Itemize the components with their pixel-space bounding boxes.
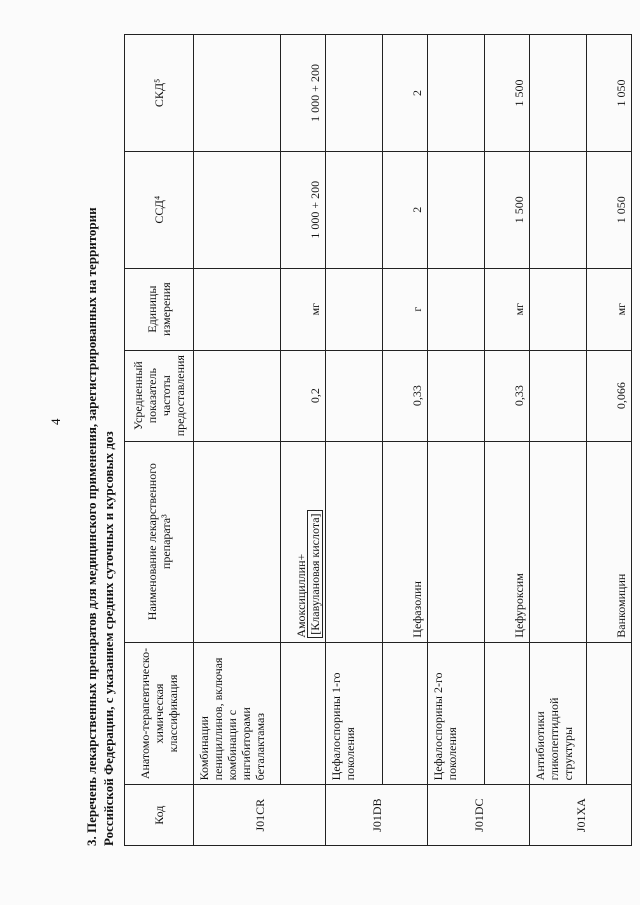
heading-line-1: 3. Перечень лекарственных препаратов для медицинского применения, зарегистрированных на территории <box>84 207 99 846</box>
ratio-cell: 0,2 <box>281 350 326 441</box>
drug-cell: Ванкомицин <box>587 441 632 642</box>
code-cell: J01DB <box>326 785 428 846</box>
drug-cell <box>281 441 326 642</box>
page-number: 4 <box>48 418 63 425</box>
ssd-cell: 1 000 + 200 <box>281 151 326 268</box>
skd-cell <box>326 35 383 152</box>
unit-cell: мг <box>587 268 632 350</box>
classification-cell: Комбинации пенициллинов, включая комбинации с ингибиторами беталактамаз <box>194 642 281 785</box>
skd-cell: 1 000 + 200 <box>281 35 326 152</box>
ratio-cell <box>428 350 485 441</box>
unit-cell: г <box>383 268 428 350</box>
drug-cell: Цефуроксим <box>485 441 530 642</box>
column-header-drug: Наименование лекарственного препарата³ <box>125 441 194 642</box>
classification-cell <box>587 642 632 785</box>
code-cell: J01XA <box>530 785 632 846</box>
unit-cell <box>194 268 281 350</box>
heading-line-2: Российской Федерации, с указанием средних суточных и курсовых доз <box>101 431 116 846</box>
ratio-cell <box>530 350 587 441</box>
table-row <box>194 35 281 846</box>
drug-cell <box>428 441 485 642</box>
table-row <box>428 35 485 846</box>
column-header-skd: СКД⁵ <box>125 35 194 152</box>
classification-cell: Цефалоспорины 2-го поколения <box>428 642 485 785</box>
table-row <box>587 35 632 846</box>
table-row <box>485 35 530 846</box>
table-row <box>530 35 587 846</box>
section-heading <box>84 36 124 846</box>
ssd-cell <box>530 151 587 268</box>
skd-cell: 1 050 <box>587 35 632 152</box>
ssd-cell: 1 500 <box>485 151 530 268</box>
skd-cell: 1 500 <box>485 35 530 152</box>
column-header-unit: Единицы измерения <box>125 268 194 350</box>
ratio-cell: 0,33 <box>485 350 530 441</box>
table-row <box>326 35 383 846</box>
code-cell: J01DC <box>428 785 530 846</box>
drug-name-extra: [Клавулановая кислота] <box>307 510 323 637</box>
ratio-cell: 0,066 <box>587 350 632 441</box>
unit-cell: мг <box>281 268 326 350</box>
ratio-cell <box>326 350 383 441</box>
column-header-ssd: ССД⁴ <box>125 151 194 268</box>
skd-cell <box>428 35 485 152</box>
ratio-cell <box>194 350 281 441</box>
drug-cell <box>326 441 383 642</box>
classification-cell <box>485 642 530 785</box>
skd-cell <box>194 35 281 152</box>
ssd-cell: 1 050 <box>587 151 632 268</box>
table-row <box>281 35 326 846</box>
unit-cell: мг <box>485 268 530 350</box>
unit-cell <box>326 268 383 350</box>
classification-cell: Антибиотики гликопептидной структуры <box>530 642 587 785</box>
drug-cell: Цефазолин <box>383 441 428 642</box>
classification-cell: Цефалоспорины 1-го поколения <box>326 642 383 785</box>
column-header-code: Код <box>125 785 194 846</box>
column-header-classification: Анатомо-терапевтическо-химическая классификация <box>125 642 194 785</box>
drug-cell <box>530 441 587 642</box>
ssd-cell: 2 <box>383 151 428 268</box>
drug-name: Амоксициллин+ <box>294 553 308 638</box>
unit-cell <box>428 268 485 350</box>
skd-cell <box>530 35 587 152</box>
drug-cell <box>194 441 281 642</box>
rotated-content <box>84 26 628 846</box>
code-cell: J01CR <box>194 785 326 846</box>
ssd-cell <box>326 151 383 268</box>
column-header-ratio: Усредненный показатель частоты предоставления <box>125 350 194 441</box>
table-header-row <box>125 35 194 846</box>
classification-cell <box>383 642 428 785</box>
table-row <box>383 35 428 846</box>
skd-cell: 2 <box>383 35 428 152</box>
ssd-cell <box>194 151 281 268</box>
unit-cell <box>530 268 587 350</box>
drug-table <box>124 34 632 846</box>
ssd-cell <box>428 151 485 268</box>
ratio-cell: 0,33 <box>383 350 428 441</box>
classification-cell <box>281 642 326 785</box>
